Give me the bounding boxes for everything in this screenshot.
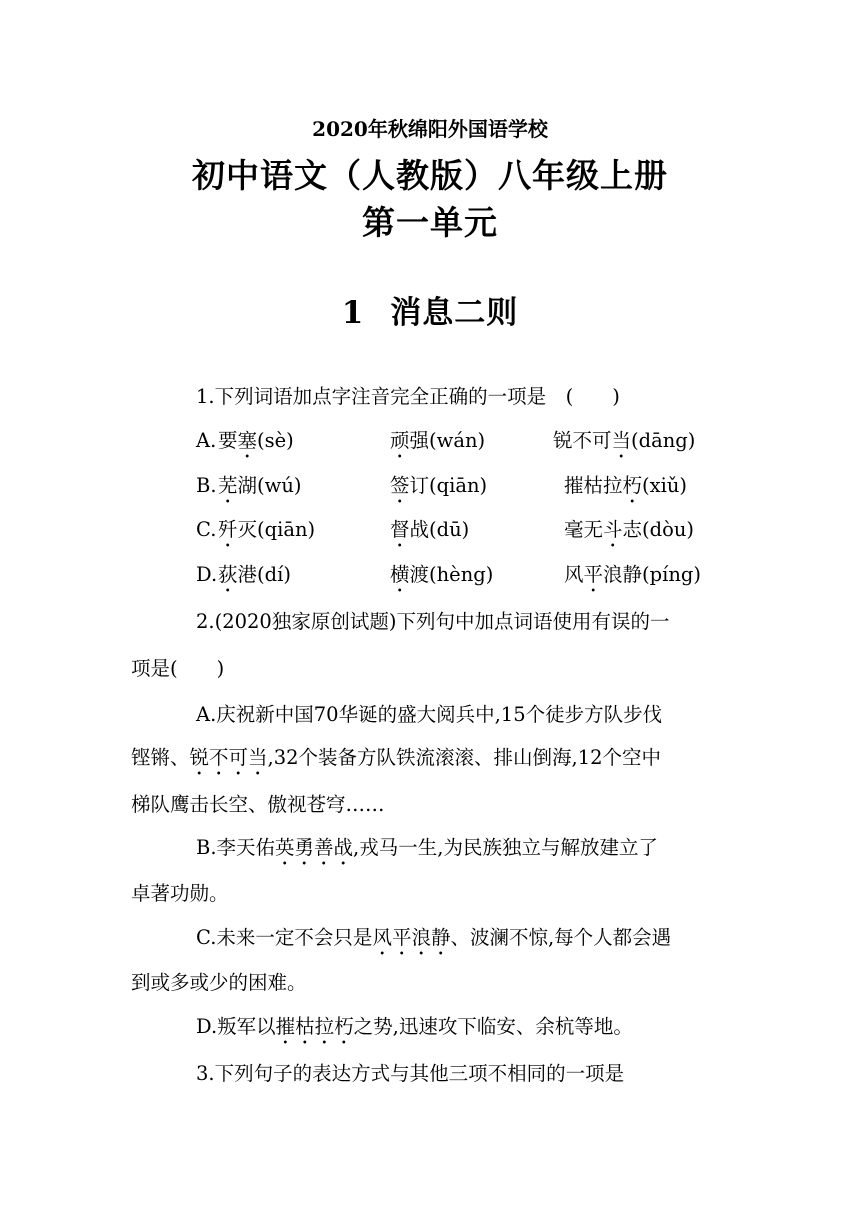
unit-title: 第一单元 <box>362 203 498 242</box>
q1-option-label: A. <box>196 429 217 452</box>
q1-option-word: 芜湖(wú) <box>218 474 302 497</box>
book-title: 初中语文（人教版）八年级上册 <box>192 156 668 195</box>
lesson-title <box>0 287 860 332</box>
q2-stem-line2: 项是( ) <box>131 657 225 680</box>
q3-stem: 3.下列句子的表达方式与其他三项不相同的一项是 <box>196 1062 625 1085</box>
q2-c-line1: C.未来一定不会只是风平浪静、波澜不惊,每个人都会遇 <box>196 926 672 949</box>
q1-option-word: 毫无斗志(dòu) <box>564 518 695 541</box>
lesson-number: 1 <box>341 295 365 331</box>
q2-a-line2: 铿锵、锐不可当,32个装备方队铁流滚滚、排山倒海,12个空中 <box>131 746 662 769</box>
q1-option-label: D. <box>196 563 218 586</box>
q1-option-word: 风平浪静(píng) <box>564 563 702 586</box>
q1-option-word: 顽强(wán) <box>390 429 486 452</box>
lesson-name: 消息二则 <box>390 295 519 331</box>
q2-b-line1: B.李天佑英勇善战,戎马一生,为民族独立与解放建立了 <box>196 836 658 859</box>
q2-a-line3: 梯队鹰击长空、傲视苍穹…… <box>131 793 385 816</box>
q1-option-label: B. <box>196 474 217 497</box>
q1-option-word: 签订(qiān) <box>390 474 488 497</box>
q1-option-word: 锐不可当(dāng) <box>553 429 696 452</box>
q1-option-word: 荻港(dí) <box>218 563 291 586</box>
q2-b-line2: 卓著功勋。 <box>131 882 229 905</box>
q1-option-word: 横渡(hèng) <box>390 563 494 586</box>
q2-c-line2: 到或多或少的困难。 <box>131 971 307 994</box>
q2-a-line1: A.庆祝新中国70华诞的盛大阅兵中,15个徒步方队步伐 <box>196 703 663 726</box>
q2-stem-line1: 2.(2020独家原创试题)下列句中加点词语使用有误的一 <box>196 610 670 633</box>
q1-stem: 1.下列词语加点字注音完全正确的一项是 ( ) <box>196 385 620 408</box>
q1-option-word: 歼灭(qiān) <box>218 518 316 541</box>
school-name: 2020年秋绵阳外国语学校 <box>312 117 548 141</box>
q1-option-label: C. <box>196 518 217 541</box>
q1-option-word: 摧枯拉朽(xiǔ) <box>564 474 688 497</box>
q2-d-line1: D.叛军以摧枯拉朽之势,迅速攻下临安、余杭等地。 <box>196 1015 633 1038</box>
q1-option-word: 要塞(sè) <box>218 429 294 452</box>
q1-option-word: 督战(dū) <box>390 518 470 541</box>
